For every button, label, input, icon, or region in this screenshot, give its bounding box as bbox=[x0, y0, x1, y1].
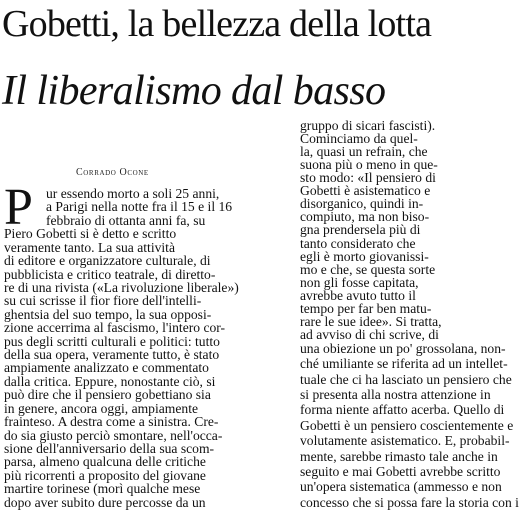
text-line: la, quasi un refrain, che bbox=[300, 144, 428, 159]
text-line: più ricorrenti a proposito del giovane bbox=[4, 468, 206, 483]
text-line: tanto considerato che bbox=[300, 236, 416, 251]
text-line: a Parigi nella notte fra il 15 e il 16 bbox=[46, 199, 233, 214]
text-line: febbraio di ottanta anni fa, su bbox=[46, 213, 206, 228]
text-line: di editore e organizzatore culturale, di bbox=[4, 253, 211, 268]
text-line: può dire che il pensiero gobettiano sia bbox=[4, 387, 211, 402]
text-line: dalla critica. Eppure, nonostante ciò, si bbox=[4, 374, 216, 389]
text-line: Piero Gobetti si è detto e scritto bbox=[4, 226, 177, 241]
text-line: pus degli scritti culturali e politici: tutto bbox=[4, 334, 220, 349]
subheadline: Il liberalismo dal basso bbox=[2, 68, 386, 114]
text-line: frainteso. A destra come a sinistra. Cre- bbox=[4, 414, 219, 429]
text-line: ché umiliante se riferita ad un intellet- bbox=[300, 356, 508, 371]
text-line: su cui scrisse il fior fiore dell'intelli- bbox=[4, 293, 202, 308]
text-line: zione accerrima al fascismo, l'intero cor- bbox=[4, 320, 226, 335]
text-line: un'opera sistematica (ammesso e non bbox=[300, 479, 502, 494]
text-line: egli è morto giovanissi- bbox=[300, 249, 429, 264]
text-line: in genere, ancora oggi, ampiamente bbox=[4, 401, 199, 416]
text-line: veramente tanto. La sua attività bbox=[4, 240, 175, 255]
text-line: volutamente asistematico. E, probabil- bbox=[300, 433, 510, 448]
text-line: forma niente affatto acerba. Quello di bbox=[300, 402, 505, 417]
text-line: ampiamente analizzato e commentato bbox=[4, 360, 209, 375]
text-line: avrebbe avuto tutto il bbox=[300, 288, 416, 303]
text-line: compiuto, ma non biso- bbox=[300, 209, 430, 224]
text-line: re di una rivista («La rivoluzione liberale») bbox=[4, 280, 239, 295]
text-line: concesso che si possa fare la storia con i bbox=[300, 495, 519, 510]
drop-cap: P bbox=[4, 179, 33, 236]
text-line: tuale che ci ha lasciato un pensiero che bbox=[300, 372, 512, 387]
text-line: si presenta alla nostra attenzione in bbox=[300, 387, 491, 402]
text-line: tempo per far ben matu- bbox=[300, 301, 432, 316]
text-line: dopo aver subito dure percosse da un bbox=[4, 495, 206, 510]
text-line: mente, sarebbe rimasto tale anche in bbox=[300, 449, 498, 464]
text-line: una obiezione un po' grossolana, non- bbox=[300, 341, 506, 356]
text-line: ur essendo morto a soli 25 anni, bbox=[46, 186, 220, 201]
text-line: Cominciamo da quel- bbox=[300, 131, 418, 146]
text-line: mo e che, se questa sorte bbox=[300, 262, 436, 277]
text-line: Gobetti è asistematico e bbox=[300, 183, 431, 198]
text-line: disorganico, quindi in- bbox=[300, 196, 424, 211]
text-line: sione dell'anniversario della sua scom- bbox=[4, 441, 215, 456]
text-line: non gli fosse capitata, bbox=[300, 275, 419, 290]
text-line: martire torinese (morì qualche mese bbox=[4, 481, 201, 496]
text-line: ad avviso di chi scrive, di bbox=[300, 327, 439, 342]
text-line: ghentsia del suo tempo, la sua opposi- bbox=[4, 307, 212, 322]
text-line: do sia giusto perciò smontare, nell'occa- bbox=[4, 428, 223, 443]
text-line: della sua opera, veramente tutto, è stato bbox=[4, 347, 220, 362]
text-line: parsa, almeno qualcuna delle critiche bbox=[4, 454, 206, 469]
headline: Gobetti, la bellezza della lotta bbox=[2, 3, 432, 45]
text-line: Gobetti è un pensiero coscientemente e bbox=[300, 418, 514, 433]
text-line: sto modo: «Il pensiero di bbox=[300, 170, 436, 185]
text-line: suona più o meno in que- bbox=[300, 157, 438, 172]
text-line: gna prendersela più di bbox=[300, 222, 421, 237]
text-line: seguito e mai Gobetti avrebbe scritto bbox=[300, 464, 501, 479]
text-line: gruppo di sicari fascisti). bbox=[300, 118, 436, 133]
text-line: rare le sue idee». Si tratta, bbox=[300, 314, 442, 329]
byline: Corrado Ocone bbox=[76, 167, 149, 178]
text-line: pubblicista e critico teatrale, di diretto- bbox=[4, 267, 216, 282]
